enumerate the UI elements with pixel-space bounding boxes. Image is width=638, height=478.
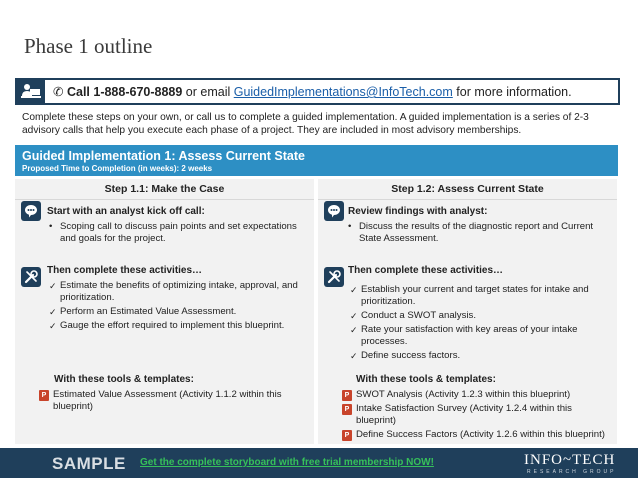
email-link[interactable]: GuidedImplementations@InfoTech.com xyxy=(233,85,453,99)
activities-icon-box xyxy=(21,267,41,287)
tools-icon xyxy=(23,269,39,285)
step-heading: Step 1.2: Assess Current State xyxy=(391,183,544,195)
tools-title: With these tools & templates: xyxy=(356,374,496,385)
powerpoint-icon: P xyxy=(39,390,49,401)
contact-icon-box xyxy=(17,80,45,103)
call-bullet-list xyxy=(348,221,610,247)
tools-list xyxy=(39,389,299,415)
tools-icon xyxy=(326,269,342,285)
analyst-call-icon xyxy=(326,203,342,219)
activities-title: Then complete these activities… xyxy=(47,265,203,276)
phone-number[interactable]: Call 1-888-670-8889 xyxy=(66,85,183,99)
call-bullet-list xyxy=(49,221,304,247)
tool-label: Intake Satisfaction Survey (Activity 1.2.4 within this blueprint) xyxy=(356,403,572,426)
activities-title: Then complete these activities… xyxy=(348,265,504,276)
sample-label: SAMPLE xyxy=(52,454,126,473)
list-item: ✓ Define success factors. xyxy=(350,350,612,362)
tools-list xyxy=(342,389,614,443)
tool-label: SWOT Analysis (Activity 1.2.3 within this blueprint) xyxy=(356,389,571,400)
list-item: ✓ Establish your current and target states for intake and prioritization. xyxy=(350,284,612,308)
list-item[interactable] xyxy=(342,403,614,427)
divider xyxy=(318,199,617,200)
banner-subtitle: Proposed Time to Completion (in weeks): 2 weeks xyxy=(22,164,213,173)
tool-label: Estimated Value Assessment (Activity 1.1.2 within this blueprint) xyxy=(53,389,282,412)
activities-list xyxy=(350,284,612,364)
person-desk-icon xyxy=(21,83,41,100)
step-column-1 xyxy=(15,179,314,444)
page-title: Phase 1 outline xyxy=(24,34,153,58)
divider xyxy=(15,199,314,200)
list-item: ✓ Conduct a SWOT analysis. xyxy=(350,310,612,322)
list-item: ✓ Estimate the benefits of optimizing intake, approval, and prioritization. xyxy=(49,280,309,304)
contact-text xyxy=(53,84,572,99)
call-title: Review findings with analyst: xyxy=(348,206,488,217)
list-item[interactable] xyxy=(342,429,614,441)
step-heading: Step 1.1: Make the Case xyxy=(104,183,225,195)
contact-mid-text: or email xyxy=(182,85,234,99)
analyst-call-icon-box xyxy=(324,201,344,221)
tool-label: Define Success Factors (Activity 1.2.6 within this blueprint) xyxy=(356,429,606,440)
tools-title: With these tools & templates: xyxy=(54,374,194,385)
powerpoint-icon: P xyxy=(342,430,352,441)
powerpoint-icon: P xyxy=(342,390,352,401)
list-item[interactable] xyxy=(39,389,299,413)
list-item: ✓ Perform an Estimated Value Assessment. xyxy=(49,306,309,318)
list-item: ✓ Gauge the effort required to implement this blueprint. xyxy=(49,320,309,332)
brand-tagline: RESEARCH GROUP xyxy=(527,469,617,475)
trial-link[interactable]: Get the complete storyboard with free trial membership NOW! xyxy=(140,457,434,468)
brand-logo: INFO~TECH xyxy=(524,452,616,468)
list-item[interactable] xyxy=(342,389,614,401)
list-item: ✓ Rate your satisfaction with key areas of your intake processes. xyxy=(350,324,612,348)
phone-icon: ✆ xyxy=(53,85,64,99)
banner-title: Guided Implementation 1: Assess Current State xyxy=(22,149,305,163)
contact-tail-text: for more information. xyxy=(452,85,572,99)
analyst-call-icon-box xyxy=(21,201,41,221)
list-item: • Discuss the results of the diagnostic report and Current State Assessment. xyxy=(348,221,610,245)
footer-bar xyxy=(0,448,638,478)
analyst-call-icon xyxy=(23,203,39,219)
call-title: Start with an analyst kick off call: xyxy=(47,206,205,217)
intro-paragraph: Complete these steps on your own, or call us to complete a guided implementation. A guided implementation is a series of 2-3 advisory calls that help you execute each phase of a project. They are included in most advisory memberships. xyxy=(22,112,589,136)
activities-list xyxy=(49,280,309,334)
list-item: • Scoping call to discuss pain points and set expectations and goals for the project. xyxy=(49,221,304,245)
step-column-2 xyxy=(318,179,617,444)
activities-icon-box xyxy=(324,267,344,287)
powerpoint-icon: P xyxy=(342,404,352,415)
guided-implementation-banner xyxy=(15,145,618,176)
contact-bar xyxy=(15,78,620,105)
